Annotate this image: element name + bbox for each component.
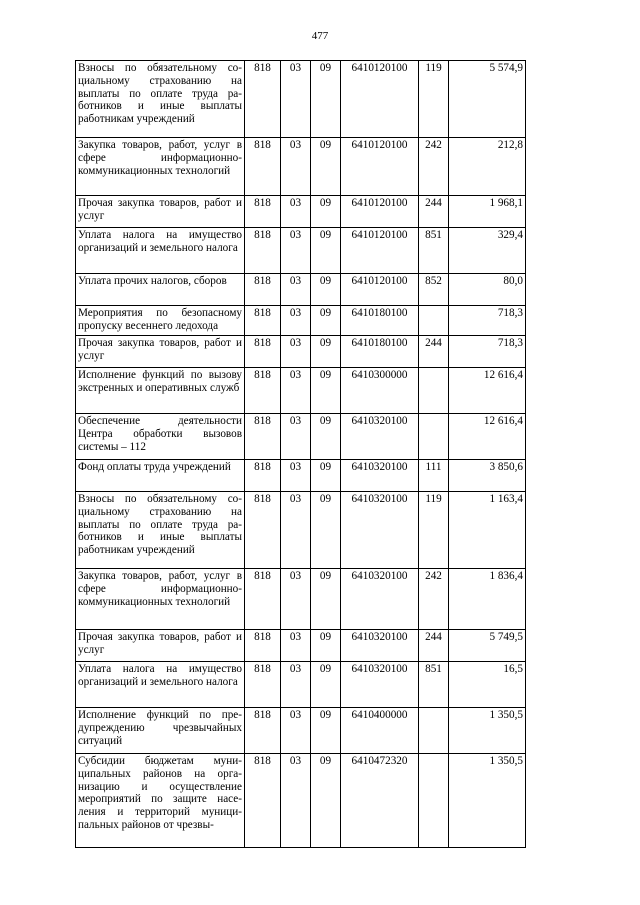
item-name: Прочая закупка товаров, работ и услуг [76,196,245,228]
ministry-code: 818 [245,630,281,662]
section-code: 03 [281,274,311,306]
table-row [76,492,526,569]
subsection-code: 09 [311,61,341,138]
expense-type-code [419,306,449,336]
amount-value: 718,3 [449,336,526,368]
item-name: Закупка товаров, работ, услуг в сфере информационно-коммуникационных технологий [76,138,245,196]
subsection-code: 09 [311,228,341,274]
amount-value: 1 350,5 [449,708,526,754]
table-row [76,460,526,492]
ministry-code: 818 [245,754,281,848]
section-code: 03 [281,336,311,368]
subsection-code: 09 [311,138,341,196]
section-code: 03 [281,138,311,196]
expense-type-code: 244 [419,336,449,368]
item-name: Уплата налога на имущество организаций и земельного налога [76,662,245,708]
expense-type-code: 851 [419,228,449,274]
ministry-code: 818 [245,336,281,368]
subsection-code: 09 [311,414,341,460]
amount-value: 5 749,5 [449,630,526,662]
section-code: 03 [281,306,311,336]
budget-table-body [76,61,526,848]
expense-type-code: 852 [419,274,449,306]
item-name: Исполнение функций по предупреждению чрезвычайных ситуаций [76,708,245,754]
item-name: Закупка товаров, работ, услуг в сфере информационно-коммуникационных технологий [76,569,245,630]
amount-value: 12 616,4 [449,368,526,414]
item-name: Прочая закупка товаров, работ и услуг [76,630,245,662]
ministry-code: 818 [245,662,281,708]
target-article-code: 6410320100 [341,662,419,708]
table-row [76,630,526,662]
target-article-code: 6410120100 [341,228,419,274]
ministry-code: 818 [245,569,281,630]
expense-type-code: 851 [419,662,449,708]
subsection-code: 09 [311,368,341,414]
table-row [76,228,526,274]
expense-type-code: 244 [419,196,449,228]
subsection-code: 09 [311,492,341,569]
table-row [76,196,526,228]
target-article-code: 6410472320 [341,754,419,848]
subsection-code: 09 [311,336,341,368]
section-code: 03 [281,368,311,414]
amount-value: 5 574,9 [449,61,526,138]
subsection-code: 09 [311,630,341,662]
section-code: 03 [281,569,311,630]
section-code: 03 [281,196,311,228]
table-row [76,754,526,848]
target-article-code: 6410120100 [341,138,419,196]
expense-type-code: 111 [419,460,449,492]
amount-value: 1 350,5 [449,754,526,848]
section-code: 03 [281,492,311,569]
amount-value: 212,8 [449,138,526,196]
item-name: Субсидии бюджетам муниципальных районов на организацию и осуществление мероприятий по защите населения и территорий муниципальных районов от чрезвы- [76,754,245,848]
amount-value: 1 163,4 [449,492,526,569]
section-code: 03 [281,662,311,708]
target-article-code: 6410120100 [341,196,419,228]
expense-type-code: 119 [419,492,449,569]
ministry-code: 818 [245,368,281,414]
table-row [76,306,526,336]
ministry-code: 818 [245,61,281,138]
target-article-code: 6410320100 [341,460,419,492]
target-article-code: 6410320100 [341,492,419,569]
expense-type-code: 244 [419,630,449,662]
table-row [76,414,526,460]
expense-type-code: 242 [419,138,449,196]
expense-type-code [419,368,449,414]
table-row [76,662,526,708]
target-article-code: 6410400000 [341,708,419,754]
item-name: Уплата налога на имущество организаций и земельного налога [76,228,245,274]
subsection-code: 09 [311,196,341,228]
amount-value: 329,4 [449,228,526,274]
item-name: Взносы по обязательному социальному страхованию на выплаты по оплате труда работников и иные выплаты работникам учреждений [76,61,245,138]
subsection-code: 09 [311,662,341,708]
section-code: 03 [281,460,311,492]
ministry-code: 818 [245,708,281,754]
item-name: Взносы по обязательному социальному страхованию на выплаты по оплате труда работников и иные выплаты работникам учреждений [76,492,245,569]
item-name: Исполнение функций по вызову экстренных и оперативных служб [76,368,245,414]
item-name: Обеспечение деятельности Центра обработки вызовов системы – 112 [76,414,245,460]
budget-table [75,60,526,848]
subsection-code: 09 [311,274,341,306]
amount-value: 718,3 [449,306,526,336]
amount-value: 80,0 [449,274,526,306]
table-row [76,708,526,754]
section-code: 03 [281,228,311,274]
ministry-code: 818 [245,274,281,306]
ministry-code: 818 [245,196,281,228]
section-code: 03 [281,414,311,460]
target-article-code: 6410120100 [341,274,419,306]
table-row [76,569,526,630]
amount-value: 1 836,4 [449,569,526,630]
section-code: 03 [281,630,311,662]
ministry-code: 818 [245,460,281,492]
expense-type-code [419,414,449,460]
subsection-code: 09 [311,754,341,848]
item-name: Фонд оплаты труда учреждений [76,460,245,492]
table-row [76,336,526,368]
target-article-code: 6410180100 [341,306,419,336]
item-name: Прочая закупка товаров, работ и услуг [76,336,245,368]
ministry-code: 818 [245,414,281,460]
target-article-code: 6410320100 [341,414,419,460]
page-number: 477 [311,30,329,42]
expense-type-code [419,708,449,754]
subsection-code: 09 [311,569,341,630]
subsection-code: 09 [311,460,341,492]
target-article-code: 6410320100 [341,630,419,662]
subsection-code: 09 [311,708,341,754]
table-row [76,61,526,138]
amount-value: 12 616,4 [449,414,526,460]
item-name: Мероприятия по безопасному пропуску весеннего ледохода [76,306,245,336]
target-article-code: 6410180100 [341,336,419,368]
ministry-code: 818 [245,228,281,274]
table-row [76,138,526,196]
table-row [76,368,526,414]
expense-type-code [419,754,449,848]
ministry-code: 818 [245,492,281,569]
amount-value: 1 968,1 [449,196,526,228]
amount-value: 3 850,6 [449,460,526,492]
section-code: 03 [281,61,311,138]
item-name: Уплата прочих налогов, сборов [76,274,245,306]
target-article-code: 6410300000 [341,368,419,414]
subsection-code: 09 [311,306,341,336]
amount-value: 16,5 [449,662,526,708]
target-article-code: 6410120100 [341,61,419,138]
ministry-code: 818 [245,306,281,336]
expense-type-code: 119 [419,61,449,138]
table-row [76,274,526,306]
target-article-code: 6410320100 [341,569,419,630]
expense-type-code: 242 [419,569,449,630]
section-code: 03 [281,754,311,848]
ministry-code: 818 [245,138,281,196]
section-code: 03 [281,708,311,754]
